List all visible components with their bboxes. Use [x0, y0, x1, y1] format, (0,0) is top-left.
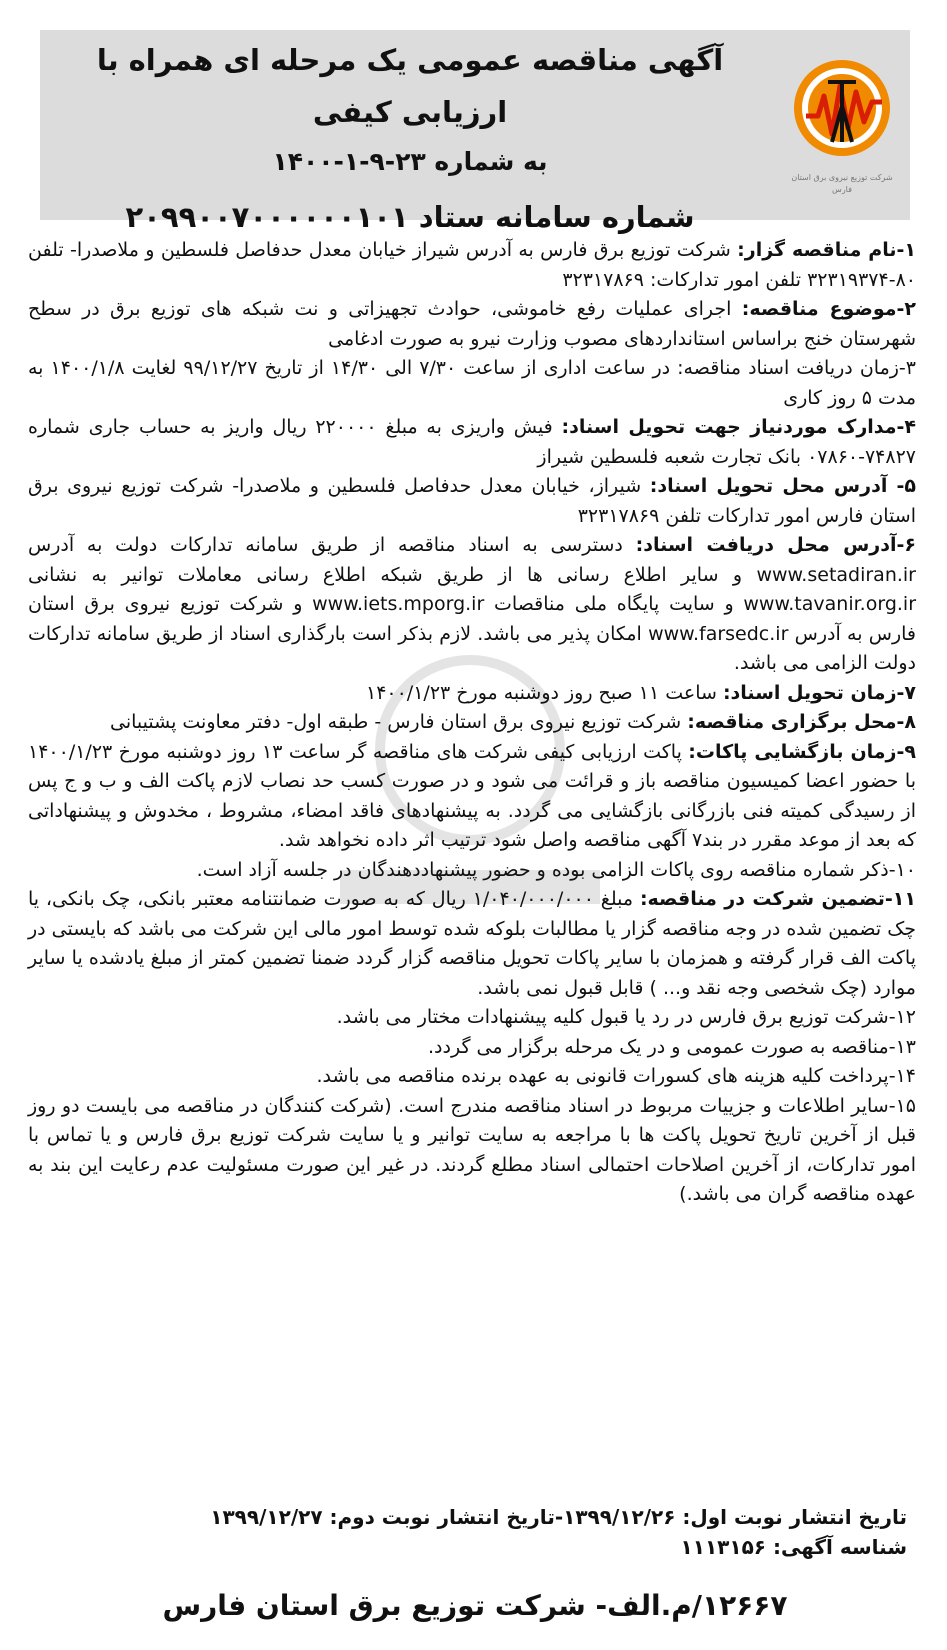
publication-dates: تاریخ انتشار نوبت اول: ۱۳۹۹/۱۲/۲۶-تاریخ انتشار نوبت دوم: ۱۳۹۹/۱۲/۲۷ [210, 1505, 907, 1529]
notice-item-6: ۶-آدرس محل دریافت اسناد: دسترسی به اسناد مناقصه از طریق سامانه تدارکات دولت به آدرس www.setadiran.ir و سایر اطلاع رسانی ها از طریق شبکه اطلاع رسانی معاملات توانیر به نشانی www.tavanir.org.ir و سایت پایگاه ملی مناقصات www.iets.mporg.ir و شرکت توزیع نیروی برق استان فارس به آدرس www.farsedc.ir امکان پذیر می باشد. لازم بذکر است بارگذاری اسناد از طریق سامانه تدارکات دولت الزامی می باشد. [28, 534, 917, 674]
publication-info [47, 1502, 907, 1562]
notice-item-14: ۱۴-پرداخت کلیه هزینه های کسورات قانونی به عهده برنده مناقصه می باشد. [316, 1065, 916, 1087]
company-logo [788, 52, 896, 200]
notice-item-15: ۱۵-سایر اطلاعات و جزییات مربوط در اسناد مناقصه مندرج است. (شرکت کنندگان در مناقصه می بایست دو روز قبل از آخرین تاریخ تحویل پاکت ها با مراجعه به سایت توانیر و یا سایت شرکت توزیع برق فارس و یا تماس با امور تدارکات، از آخرین اصلاحات احتمالی اسناد مطلع گردند. در غیر این صورت مسئولیت عدم رعایت این بند به عهده مناقصه گران می باشد.) [28, 1094, 916, 1205]
setad-portal-number: شماره سامانه ستاد ۲۰۹۹۰۰۷۰۰۰۰۰۰۱۰۱ [125, 200, 695, 234]
notice-item-8: ۸-محل برگزاری مناقصه: شرکت توزیع نیروی برق استان فارس - طبقه اول- دفتر معاونت پشتیبانی [110, 711, 916, 733]
notice-item-4: ۴-مدارک موردنیاز جهت تحویل اسناد: فیش واریزی به مبلغ ۲۲۰۰۰۰ ریال واریز به حساب جاری شماره ۷۴۸۲۷-۰۷۸۶۰ بانک تجارت شعبه فلسطین شیراز [28, 416, 916, 468]
logo-caption: شرکت توزیع نیروی برق استان فارس [791, 173, 893, 194]
notice-body [28, 236, 916, 1210]
notice-signature: ۱۲۶۶۷/م.الف- شرکت توزیع برق استان فارس [162, 1589, 788, 1622]
notice-item-11: ۱۱-تضمین شرکت در مناقصه: مبلغ ۱/۰۴۰/۰۰۰/۰۰۰ ریال که به صورت ضمانتنامه معتبر بانکی، چک بانکی، یا چک تضمین شده در وجه مناقصه گزار یا مطالبات بلوکه شده توسط امور مالی این شرکت می باشد که بایستی در پاکت الف قرار گرفته و همزمان با سایر پاکات تحویل مناقصه گزار گردد ضمنا تضمین کمتر از مبلغ یادشده یا سایر موارد (چک شخصی وجه نقد و... ) قابل قبول نمی باشد. [28, 888, 916, 999]
header-text [50, 34, 770, 248]
ad-identifier: شناسه آگهی: ۱۱۱۳۱۵۶ [680, 1535, 907, 1559]
notice-item-1: ۱-نام مناقصه گزار: شرکت توزیع برق فارس به آدرس شیراز خیابان معدل حدفاصل فلسطین و ملاصدرا- تلفن ۸۰-۳۲۳۱۹۳۷۴ تلفن امور تدارکات: ۳۲۳۱۷۸۶۹ [28, 239, 916, 291]
notice-item-10: ۱۰-ذکر شماره مناقصه روی پاکات الزامی بوده و حضور پیشنهاددهندگان در جلسه آزاد است. [196, 858, 916, 881]
notice-item-3: ۳-زمان دریافت اسناد مناقصه: در ساعت اداری از ساعت ۷/۳۰ الی ۱۴/۳۰ از تاریخ ۹۹/۱۲/۲۷ لغایت ۱۴۰۰/۱/۸ به مدت ۵ روز کاری [28, 357, 916, 409]
notice-item-12: ۱۲-شرکت توزیع برق فارس در رد یا قبول کلیه پیشنهادات مختار می باشد. [336, 1006, 916, 1028]
tender-number: به شماره ۲۳-۹-۱-۱۴۰۰ [272, 147, 548, 176]
notice-header [40, 30, 910, 234]
notice-item-7: ۷-زمان تحویل اسناد: ساعت ۱۱ صبح روز دوشنبه مورخ ۱۴۰۰/۱/۲۳ [365, 681, 916, 704]
electricity-logo-icon [788, 52, 896, 172]
notice-item-5: ۵- آدرس محل تحویل اسناد: شیراز، خیابان معدل حدفاصل فلسطین و ملاصدرا- شرکت توزیع نیروی برق استان فارس امور تدارکات تلفن ۳۲۳۱۷۸۶۹ [28, 475, 917, 527]
notice-item-2: ۲-موضوع مناقصه: اجرای عملیات رفع خاموشی، حوادث تجهیزاتی و نت شبکه های توزیع برق در سطح شهرستان خنج براساس استانداردهای مصوب وزارت نیرو به صورت ادغامی [28, 298, 916, 350]
notice-item-9: ۹-زمان بازگشایی پاکات: پاکت ارزیابی کیفی شرکت های مناقصه گر ساعت ۱۳ روز دوشنبه مورخ ۱۴۰۰/۱/۲۳ با حضور اعضا کمیسیون مناقصه باز و قرائت می شود و در صورت کسب حد نصاب لازم پاکت الف و ب و ج پس از رسیدگی کمیته فنی بازرگانی بازگشایی می گردد. به پیشنهادهای فاقد امضاء، مشروط ، مخدوش و پیشنهاداتی که بعد از موعد مقرر در بند۷ آگهی مناقصه واصل شود ترتیب اثر داده نخواهد شد. [28, 740, 916, 851]
notice-title: آگهی مناقصه عمومی یک مرحله ای همراه با ارزیابی کیفی [96, 43, 724, 129]
notice-item-13: ۱۳-مناقصه به صورت عمومی و در یک مرحله برگزار می گردد. [428, 1035, 916, 1058]
